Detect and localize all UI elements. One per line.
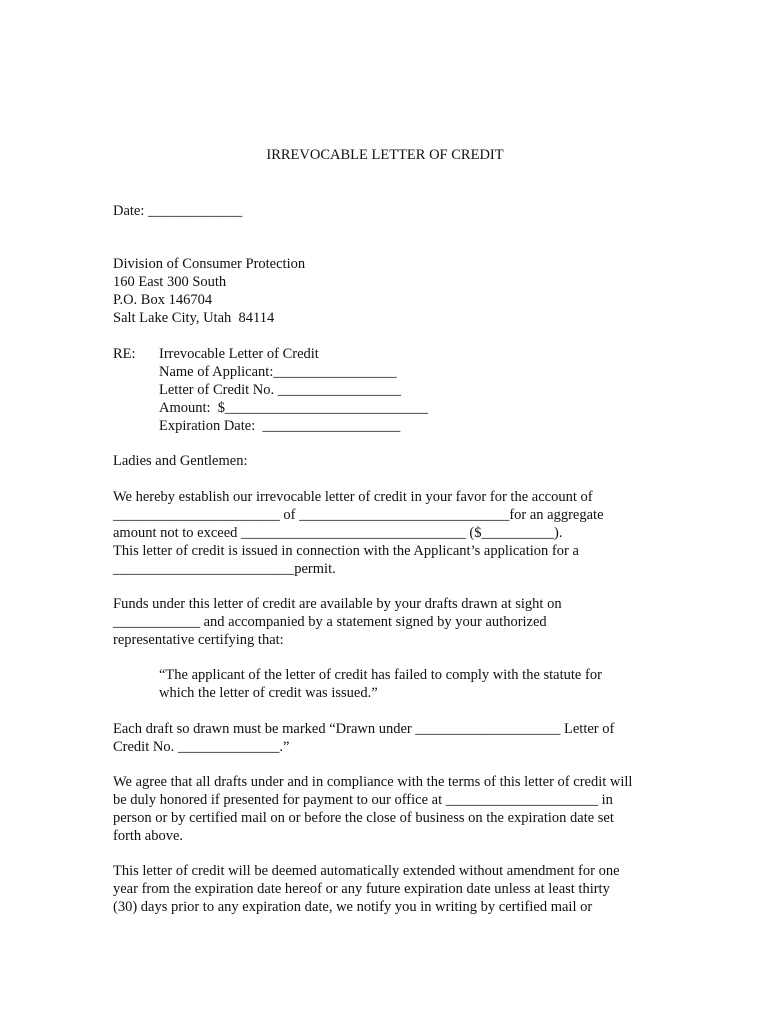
- date-line: Date: _____________: [113, 203, 243, 219]
- re-label: RE:: [113, 346, 136, 362]
- paragraph-line: We hereby establish our irrevocable letter of credit in your favor for the account of: [113, 489, 593, 505]
- paragraph-line: ____________ and accompanied by a statement signed by your authorized: [113, 614, 547, 630]
- paragraph-line: Funds under this letter of credit are available by your drafts drawn at sight on: [113, 596, 562, 612]
- address-line: Salt Lake City, Utah 84114: [113, 310, 275, 326]
- paragraph-line: year from the expiration date hereof or any future expiration date unless at least thirty: [113, 881, 610, 897]
- address-line: Division of Consumer Protection: [113, 256, 306, 272]
- paragraph-line: representative certifying that:: [113, 632, 284, 648]
- re-line: Expiration Date: ___________________: [159, 418, 401, 434]
- re-line: Name of Applicant:_________________: [159, 364, 397, 380]
- salutation: Ladies and Gentlemen:: [113, 453, 248, 469]
- re-line: Irrevocable Letter of Credit: [159, 346, 319, 362]
- paragraph-line: Credit No. ______________.”: [113, 739, 290, 755]
- re-line: Letter of Credit No. _________________: [159, 382, 402, 398]
- paragraph-line: (30) days prior to any expiration date, we notify you in writing by certified mail or: [113, 899, 593, 915]
- paragraph-line: We agree that all drafts under and in compliance with the terms of this letter of credit will: [113, 774, 633, 790]
- paragraph-line: _______________________ of _____________________________for an aggregate: [113, 507, 604, 523]
- quote-line: “The applicant of the letter of credit has failed to comply with the statute for: [159, 667, 602, 683]
- paragraph-line: Each draft so drawn must be marked “Drawn under ____________________ Letter of: [113, 721, 615, 737]
- paragraph-line: This letter of credit is issued in connection with the Applicant’s application for a: [113, 543, 579, 559]
- paragraph-line: forth above.: [113, 828, 184, 844]
- paragraph-line: _________________________permit.: [113, 561, 336, 577]
- document-title: IRREVOCABLE LETTER OF CREDIT: [266, 147, 504, 163]
- re-line: Amount: $____________________________: [159, 400, 429, 416]
- quote-line: which the letter of credit was issued.”: [159, 685, 378, 701]
- address-line: P.O. Box 146704: [113, 292, 213, 308]
- paragraph-line: person or by certified mail on or before the close of business on the expiration date set: [113, 810, 614, 826]
- paragraph-line: This letter of credit will be deemed automatically extended without amendment for one: [113, 863, 620, 879]
- paragraph-line: be duly honored if presented for payment to our office at _____________________ in: [113, 792, 613, 808]
- paragraph-line: amount not to exceed _______________________________ ($__________).: [113, 525, 563, 541]
- address-line: 160 East 300 South: [113, 274, 227, 290]
